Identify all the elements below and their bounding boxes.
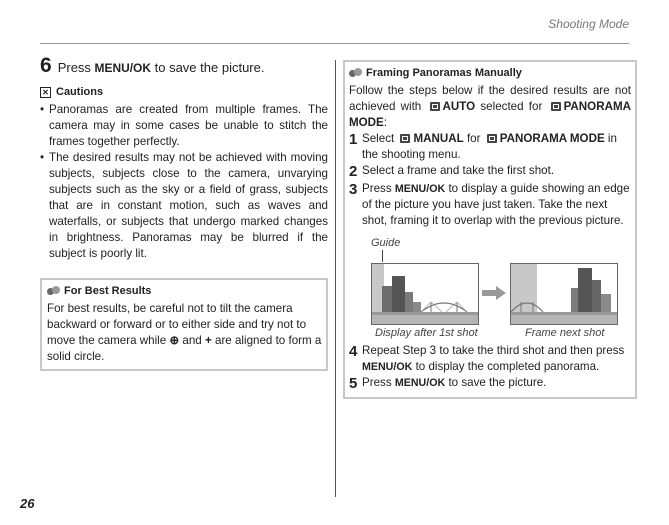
framing-heading: [349, 65, 631, 81]
step-1-manual: MANUAL: [413, 132, 464, 145]
plus-symbol: +: [204, 334, 212, 347]
framing-panoramas-box: [343, 60, 637, 399]
step-1-mid: for: [466, 132, 481, 145]
step-number: 5: [349, 375, 358, 392]
cautions-list: [40, 102, 328, 262]
caution-item: • Panoramas are created from multiple frames. The camera may in some cases be unable to stitch the frames together perfectly.: [40, 102, 328, 150]
best-results-text-pre: For best results, be careful not to tilt the camera backward or forward or to either side and try not to move the camera while: [47, 302, 307, 347]
cautions-title: Cautions: [56, 86, 104, 98]
step-1-mode: PANORAMA MODE: [499, 132, 605, 145]
framing-intro: [349, 83, 631, 131]
caption-first-shot: Display after 1st shot: [375, 327, 478, 339]
step-text: [362, 375, 631, 393]
header-rule: [40, 43, 629, 44]
step-number: 3: [349, 181, 358, 198]
step-2: [349, 163, 631, 181]
step-3-pre: Press: [362, 182, 392, 195]
left-column: [40, 56, 328, 371]
next-shot-frame: [510, 263, 618, 325]
best-results-box: [40, 278, 328, 371]
cautions-heading: [40, 84, 328, 100]
auto-mode-icon: [430, 102, 440, 111]
header-title: Shooting Mode: [548, 17, 629, 31]
step-text-post: to save the picture.: [154, 60, 265, 75]
menu-ok-key: MENU/OK: [362, 361, 413, 373]
column-divider: [335, 60, 336, 497]
best-results-heading: [47, 283, 322, 299]
step-text-pre: Press: [57, 60, 91, 75]
intro-pre: Follow the steps below if the desired results are not achieved with: [349, 84, 631, 113]
step-1-pre: Select: [362, 132, 395, 145]
step-3: [349, 181, 631, 229]
intro-mode: PANORAMA MODE: [349, 100, 631, 129]
intro-auto: AUTO: [442, 100, 476, 113]
menu-ok-key: MENU/OK: [94, 61, 151, 75]
step-number: 1: [349, 131, 358, 148]
step-text: [58, 60, 265, 76]
focus-frame-symbol: ⊕: [169, 334, 180, 347]
step-text: Select a frame and take the first shot.: [362, 164, 555, 177]
step-text: [362, 343, 631, 375]
caption-next-shot: Frame next shot: [525, 327, 605, 339]
steps-list-continued: [349, 343, 631, 393]
best-results-text-post: are aligned to form a solid circle.: [47, 334, 322, 363]
tip-icon: [47, 286, 61, 296]
step-text: [362, 181, 631, 229]
step-text: [362, 131, 631, 163]
city-bridge-illustration: [372, 264, 478, 324]
caution-icon: ✕: [40, 87, 51, 98]
best-results-text: [47, 301, 322, 365]
menu-ok-key: MENU/OK: [394, 183, 446, 195]
intro-post: :: [383, 116, 388, 129]
intro-mid: selected for: [480, 100, 543, 113]
framing-title: Framing Panoramas Manually: [366, 67, 522, 79]
step-number: 4: [349, 343, 358, 360]
city-bridge-illustration: [511, 264, 617, 324]
panorama-mode-icon: [487, 134, 497, 143]
best-results-title: For Best Results: [64, 285, 152, 297]
step-5-post: to save the picture.: [448, 376, 547, 389]
guide-pointer: [382, 250, 383, 262]
step-number: 2: [349, 163, 358, 180]
step-6: [40, 56, 328, 76]
arrow-right-icon: [482, 286, 506, 300]
step-4: [349, 343, 631, 375]
panorama-figure: [349, 233, 631, 341]
first-shot-frame: [371, 263, 479, 325]
best-results-text-mid: and: [182, 334, 202, 347]
step-3-post: to display a guide showing an edge of the picture you have just taken. Take the next shot, framing it to overlap with the previous picture.: [362, 182, 630, 227]
manual-icon: [400, 134, 410, 143]
step-1-post: in the shooting menu.: [362, 132, 617, 161]
step-4-post: to display the completed panorama.: [415, 360, 600, 373]
guide-label: Guide: [371, 237, 401, 249]
step-number: 6: [40, 54, 52, 77]
step-4-pre: Repeat Step 3 to take the third shot and then press: [362, 344, 625, 357]
tip-icon: [349, 68, 363, 78]
menu-ok-key: MENU/OK: [394, 377, 446, 389]
step-5: [349, 375, 631, 393]
panorama-mode-icon: [551, 102, 561, 111]
caution-item: • The desired results may not be achieved with moving subjects, subjects close to the camera, unvarying subjects such as the sky or a field of grass, subjects that are in constant motion, such as waves and waterfalls, or subjects that undergo marked changes in brightness. Panoramas may be blurred if the subject is poorly lit.: [40, 150, 328, 262]
step-5-pre: Press: [362, 376, 392, 389]
steps-list: [349, 131, 631, 229]
step-1: [349, 131, 631, 163]
page-number: 26: [20, 496, 35, 511]
